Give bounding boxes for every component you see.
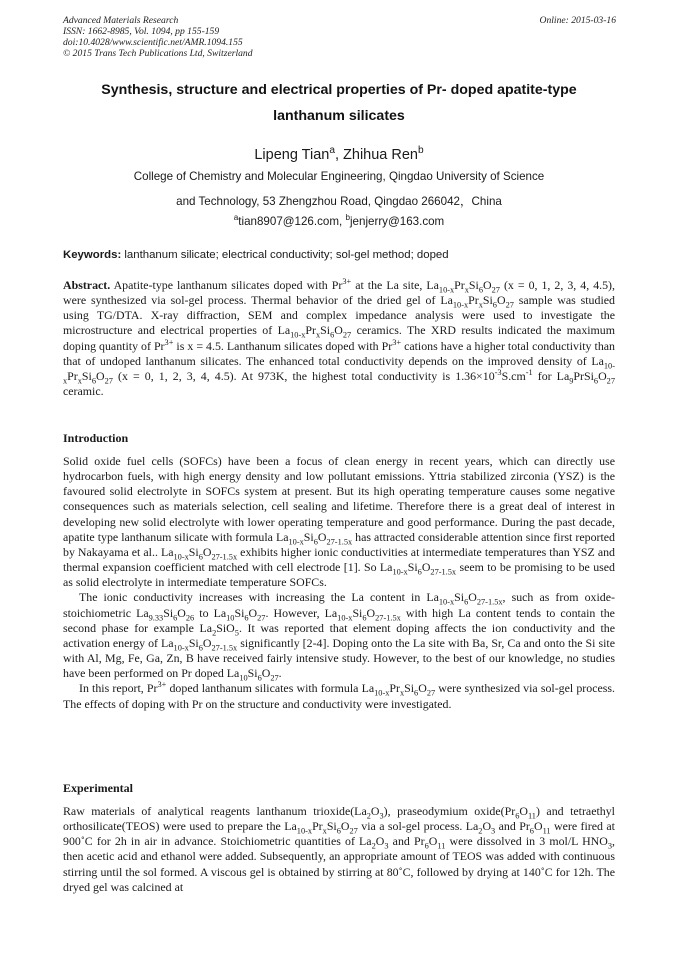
section-heading-introduction: Introduction [63,431,129,445]
journal-issn: ISSN: 1662-8985, Vol. 1094, pp 155-159 [63,26,220,37]
author-2-mark: b [418,145,424,157]
author-separator: , [334,147,344,163]
journal-copyright: © 2015 Trans Tech Publications Ltd, Switzerland [63,48,253,59]
authors [0,147,678,163]
author-2: Zhihua Ren [343,147,418,163]
email-b-mark: b [345,213,350,223]
author-emails [0,215,678,228]
email-a-mark: a [233,213,239,223]
online-date: Online: 2015-03-16 [539,15,616,26]
introduction-body: Solid oxide fuel cells (SOFCs) have been a focus of clean energy in recent years, which can directly use hydrocarbon fuels, with high energy density and low pollutant emissions. Yttria stabilized zirconia (YSZ) is the favoured solid electrolyte in SOFCs system at present. But its high operating temperature causes some negative consequences such as materials selection, cell sealing and lifetime. Therefore there is a great deal of interest in developing new solid electrolyte with lower operating temperature and good performance. During the past decade, apatite type lanthanum silicate with formula $La_{10-x}Si_6O_{27-1.5x}$ has attracted considerable attention since first reported by Nakayama et al.. $La_{10-x}Si_6O_{27-1.5x}$ exhibits higher ionic conductivities at intermediate temperatures than YSZ and thermal expansion coefficient matched with cell electrode [1]. So $La_{10-x}Si_6O_{27-1.5x}$ seem to be promising to be used as solid electrolyte in intermediate temperature SOFCs. The ionic conductivity increases with increasing the La content in $La_{10-x}Si_6O_{27-1.5x}$, such as from oxide-stoichiometric $La_{9.33}Si_6O_{26}$ to $La_{10}Si_6O_{27}$. However, $La_{10-x}Si_6O_{27-1.5x}$ with high La content tends to contain the second phase for example $La_2SiO_5$. It was reported that element doping affects the ion conductivity and the activation energy of $La_{10-x}Si_6O_{27-1.5x}$ significantly [2-4]. Doping onto the La site with Ba, Sr, Ca and onto the Si site with Al, Mg, Fe, Ga, Zn, B have received fairly intensive study. However, to the best of our knowledge, no studies have been performed on Pr doped $La_{10}Si_6O_{27}$. In this report, $Pr^{3+}$ doped lanthanum silicates with formula $La_{10-x}Pr_xSi_6O_{27}$ were synthesized via sol-gel process. The effects of doping with Pr on the structure and conductivity were investigated. [63,454,616,711]
section-heading-experimental: Experimental [63,781,133,795]
author-1: Lipeng Tian [254,147,330,163]
affiliation-line-2: and Technology, 53 Zhengzhou Road, Qingdao 266042，China [176,195,502,208]
keywords [63,249,623,261]
journal-name: Advanced Materials Research [63,15,179,26]
paper-title-line-2: lanthanum silicates [273,108,405,124]
keywords-text: lanthanum silicate; electrical conductivity; sol-gel method; doped [121,249,449,261]
keywords-label: Keywords: [63,249,122,261]
experimental-body: Raw materials of analytical reagents lanthanum $trioxide(La_2O_3)$, praseodymium $oxide(Pr_6O_{11})$ and tetraethyl orthosilicate(TEOS) were used to prepare the $La_{10-x}Pr_xSi_6O_{27}$ via a sol-gel process. $La_2O_3$ and $Pr_6O_{11}$ were fired at 900˚C for 2h in air in advance. Stoichiometric quantities of $La_2O_3$ and $Pr_6O_{11}$ were dissolved in 3 mol/L $HNO_3$, then acetic acid and ethanol were added. Subsequently, an appropriate amount of TEOS was added with continuous stirring until the sol formed. A viscous gel is obtained by stirring at 80˚C, followed by drying at 140˚C for 12h. The dryed gel was calcined at [63,804,616,894]
email-a: tian8907@126.com, [238,215,346,228]
email-b: jenjerry@163.com [349,215,445,228]
affiliation-line-1: College of Chemistry and Molecular Engineering, Qingdao University of Science [133,170,545,183]
author-1-mark: a [329,145,335,157]
journal-doi: doi:10.4028/www.scientific.net/AMR.1094.155 [63,37,243,48]
paper-title-line-1: Synthesis, structure and electrical properties of Pr- doped apatite-type [101,82,577,98]
journal-header [63,15,253,59]
abstract-label: Abstract. [63,278,111,292]
abstract: Abstract. Apatite-type lanthanum silicates doped with $Pr^{3+}$ at the La site, $La_{10-x}Pr_xSi_6O_{27}$ (x = 0, 1, 2, 3, 4, 4.5), were synthesized via sol-gel process. Thermal behavior of the dried gel of $La_{10-x}Pr_xSi_6O_{27}$ sample was studied using TG/DTA. X-ray diffraction, SEM and complex impedance analysis were used to investigate the microstructure and electrical properties of $La_{10-x}Pr_xSi_6O_{27}$ ceramics. The XRD results indicated the maximum doping quantity of $Pr^{3+}$ is x = 4.5. Lanthanum silicates doped with $Pr^{3+}$ cations have a higher total conductivity than that of undoped lanthanum silicates. The enhanced total conductivity depends on the improved density of $La_{10-x}Pr_xSi_6O_{27}$ (x = 0, 1, 2, 3, 4, 4.5). At 973K, the highest total conductivity is $1.36\times 10^{-3}S.cm^{-1}$ for $La_9PrSi_6O_{27}$ ceramic. [63,277,616,399]
